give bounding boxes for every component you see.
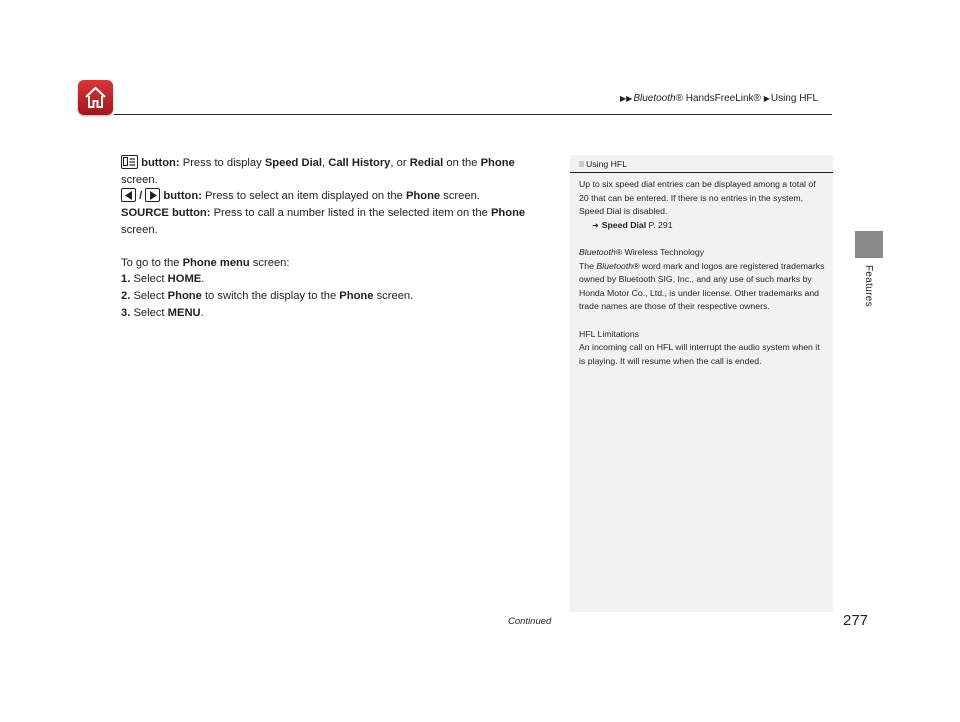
goto-phone-menu: To go to the Phone menu screen: xyxy=(121,256,290,269)
note-icon xyxy=(579,161,584,167)
breadcrumb xyxy=(620,93,818,104)
arrow-buttons-description: / button: Press to select an item displayed on the Phone screen. xyxy=(121,188,551,205)
left-arrow-icon xyxy=(121,188,136,202)
page-number: 277 xyxy=(843,612,869,629)
section-tab xyxy=(855,231,883,258)
breadcrumb-handsfreelink: ® HandsFreeLink® xyxy=(675,93,761,104)
step-1: 1. Select HOME. xyxy=(121,273,205,286)
breadcrumb-arrow-icon: ▶▶ xyxy=(620,94,633,103)
speed-dial-reference[interactable]: ➜ Speed Dial P. 291 xyxy=(592,219,673,230)
header-rule xyxy=(114,114,832,115)
bluetooth-trademark: The Bluetooth® word mark and logos are registered trademarks owned by Bluetooth SIG, Inc., and any use of such marks by Honda Motor Co., Ltd., is under license. Other trademarks and trade names are those of their respective owners. xyxy=(579,260,825,312)
continued-label: Continued xyxy=(508,616,552,627)
main-text xyxy=(121,155,551,321)
breadcrumb-arrow-icon: ▶ xyxy=(763,94,770,103)
step-2: 2. Select Phone to switch the display to the Phone screen. xyxy=(121,289,414,302)
right-arrow-icon xyxy=(145,188,160,202)
phone-button-description: button: Press to display Speed Dial, Call History, or Redial on the Phone screen. xyxy=(121,157,515,186)
breadcrumb-bluetooth: Bluetooth xyxy=(633,93,676,104)
limitations-title: HFL Limitations xyxy=(579,328,640,339)
reference-arrow-icon: ➜ xyxy=(592,220,599,230)
notes-sidebar xyxy=(570,155,833,612)
bluetooth-title: Bluetooth® Wireless Technology xyxy=(579,246,705,257)
home-icon[interactable] xyxy=(78,80,113,115)
breadcrumb-using-hfl: Using HFL xyxy=(770,93,819,104)
source-button-description: SOURCE button: Press to call a number listed in the selected item on the Phone screen. xyxy=(121,207,526,236)
limitations-body: An incoming call on HFL will interrupt the audio system when it is playing. It will resume when the call is ended. xyxy=(579,342,820,366)
sidebar-heading: Using HFL xyxy=(570,155,833,169)
step-3: 3. Select MENU. xyxy=(121,306,204,319)
phone-list-icon xyxy=(121,155,138,169)
speed-dial-note: Up to six speed dial entries can be displayed among a total of 20 that can be entered. If there is no entries in the system, Speed Dial is disabled. xyxy=(579,179,816,217)
section-label: Features xyxy=(863,265,874,307)
